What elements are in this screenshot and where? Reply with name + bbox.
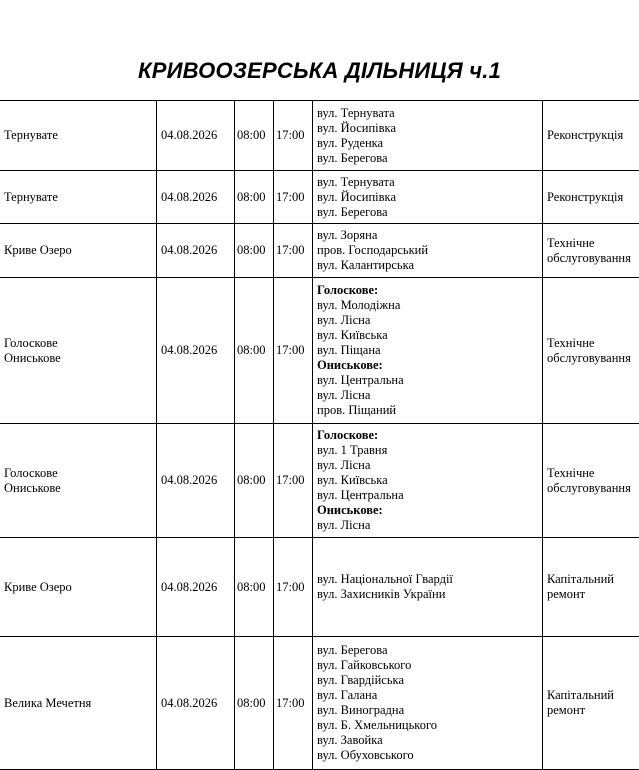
end-time-cell: 17:00 [274,101,313,171]
date-cell: 04.08.2026 [157,101,235,171]
street-name: пров. Господарський [317,243,538,258]
street-name: вул. Піщана [317,343,538,358]
streets-cell [313,538,543,637]
start-time-cell: 08:00 [235,424,274,538]
village-heading: Голоскове: [317,428,538,443]
page-title: КРИВООЗЕРСЬКА ДІЛЬНИЦЯ ч.1 [0,58,639,84]
date-cell: 04.08.2026 [157,424,235,538]
street-name: вул. Лісна [317,313,538,328]
street-name: вул. Завойка [317,733,538,748]
settlement-cell [0,278,157,424]
street-name: вул. 1 Травня [317,443,538,458]
end-time-cell: 17:00 [274,171,313,224]
street-name: вул. Йосипівка [317,121,538,136]
settlement-cell [0,101,157,171]
street-name: вул. Лісна [317,458,538,473]
street-name: вул. Тернувата [317,106,538,121]
street-name: вул. Гвардійська [317,673,538,688]
street-name: вул. Калантирська [317,258,538,273]
street-name: вул. Б. Хмельницького [317,718,538,733]
settlement-cell [0,424,157,538]
street-name: вул. Зоряна [317,228,538,243]
street-name: пров. Піщаний [317,403,538,418]
date-cell: 04.08.2026 [157,637,235,770]
date-cell: 04.08.2026 [157,224,235,278]
street-name: вул. Виноградна [317,703,538,718]
work-type-cell: Технічне обслуговування [543,278,639,424]
street-name: вул. Гайковського [317,658,538,673]
village-heading: Ониськове: [317,358,538,373]
street-name: вул. Галана [317,688,538,703]
settlement-name: Криве Озеро [4,243,152,258]
table-row [0,538,639,637]
street-name: вул. Руденка [317,136,538,151]
work-type-cell: Капітальний ремонт [543,637,639,770]
end-time-cell: 17:00 [274,637,313,770]
settlement-name: Тернувате [4,190,152,205]
settlement-name: Ониськове [4,351,152,366]
street-name: вул. Йосипівка [317,190,538,205]
streets-cell [313,637,543,770]
schedule-body [0,101,639,770]
street-name: вул. Тернувата [317,175,538,190]
streets-cell [313,224,543,278]
end-time-cell: 17:00 [274,224,313,278]
start-time-cell: 08:00 [235,101,274,171]
date-cell: 04.08.2026 [157,538,235,637]
date-cell: 04.08.2026 [157,171,235,224]
table-row [0,278,639,424]
settlement-name: Ониськове [4,481,152,496]
settlement-name: Голоскове [4,336,152,351]
settlement-name: Велика Мечетня [4,696,152,711]
work-type-cell: Реконструкція [543,171,639,224]
settlement-cell [0,538,157,637]
start-time-cell: 08:00 [235,538,274,637]
table-row [0,101,639,171]
street-name: вул. Київська [317,328,538,343]
outage-schedule-table [0,100,639,770]
end-time-cell: 17:00 [274,278,313,424]
street-name: вул. Лісна [317,518,538,533]
street-name: вул. Берегова [317,643,538,658]
start-time-cell: 08:00 [235,637,274,770]
streets-cell [313,424,543,538]
table-row [0,637,639,770]
end-time-cell: 17:00 [274,538,313,637]
street-name: вул. Лісна [317,388,538,403]
street-name: вул. Національної Гвардії [317,572,538,587]
settlement-cell [0,171,157,224]
street-name: вул. Центральна [317,488,538,503]
work-type-cell: Технічне обслуговування [543,224,639,278]
street-name: вул. Обуховського [317,748,538,763]
village-heading: Ониськове: [317,503,538,518]
table-row [0,171,639,224]
village-heading: Голоскове: [317,283,538,298]
settlement-cell [0,637,157,770]
table-row [0,224,639,278]
start-time-cell: 08:00 [235,171,274,224]
street-name: вул. Берегова [317,205,538,220]
settlement-name: Тернувате [4,128,152,143]
street-name: вул. Молодіжна [317,298,538,313]
end-time-cell: 17:00 [274,424,313,538]
streets-cell [313,101,543,171]
street-name: вул. Захисників України [317,587,538,602]
start-time-cell: 08:00 [235,278,274,424]
settlement-name: Голоскове [4,466,152,481]
work-type-cell: Капітальний ремонт [543,538,639,637]
street-name: вул. Берегова [317,151,538,166]
settlement-cell [0,224,157,278]
work-type-cell: Технічне обслуговування [543,424,639,538]
date-cell: 04.08.2026 [157,278,235,424]
street-name: вул. Київська [317,473,538,488]
streets-cell [313,278,543,424]
work-type-cell: Реконструкція [543,101,639,171]
streets-cell [313,171,543,224]
table-row [0,424,639,538]
street-name: вул. Центральна [317,373,538,388]
start-time-cell: 08:00 [235,224,274,278]
settlement-name: Криве Озеро [4,580,152,595]
